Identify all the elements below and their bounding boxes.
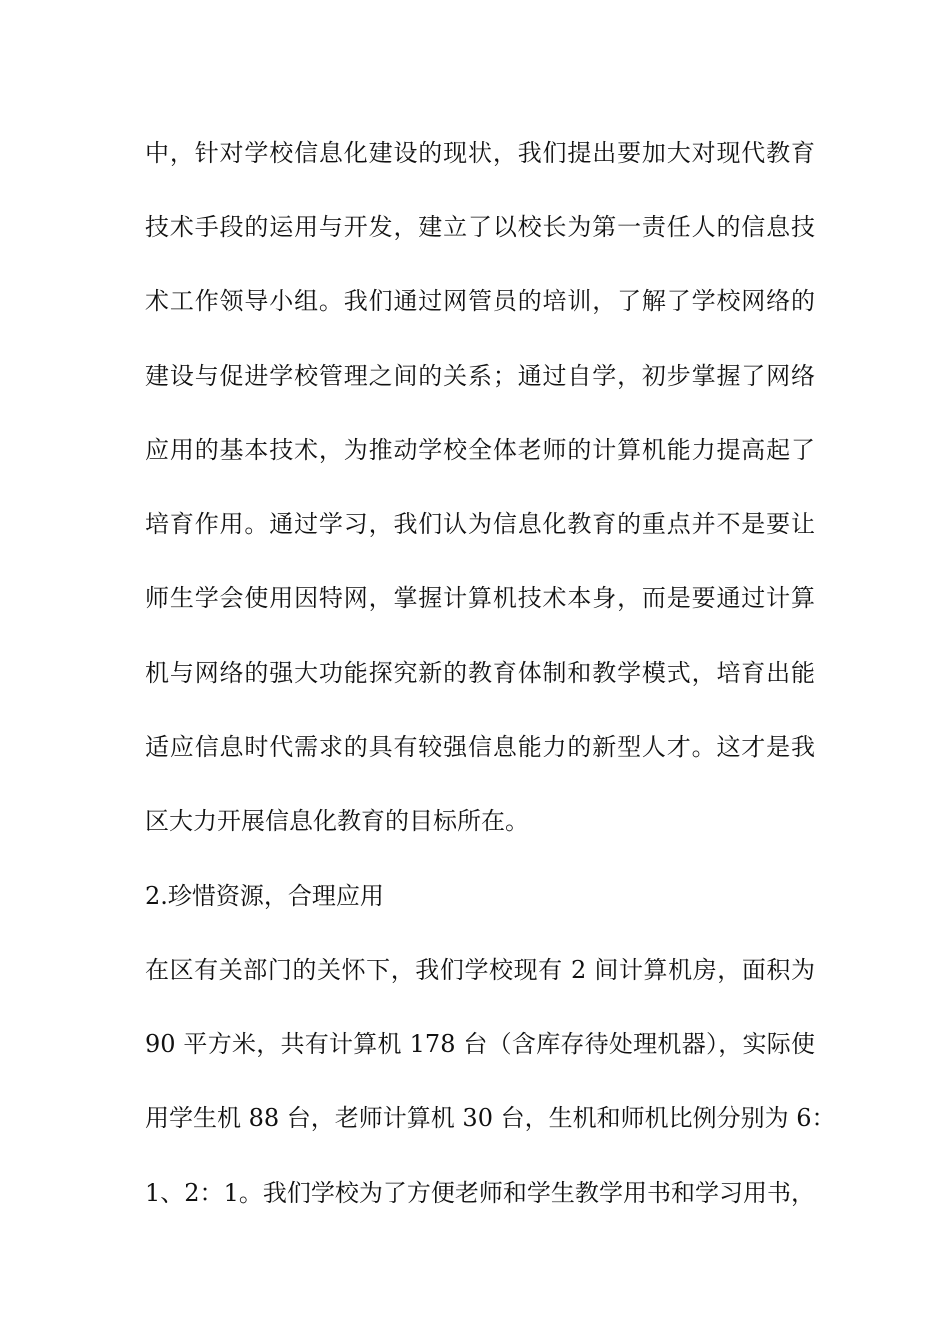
- paragraph-line: 用学生机 88 台，老师计算机 30 台，生机和师机比例分别为 6：: [145, 1104, 836, 1132]
- paragraph-line: 师生学会使用因特网，掌握计算机技术本身，而是要通过计算: [145, 584, 815, 612]
- paragraph-line: 适应信息时代需求的具有较强信息能力的新型人才。这才是我: [145, 733, 815, 761]
- paragraph-line: 建设与促进学校管理之间的关系；通过自学，初步掌握了网络: [145, 362, 815, 390]
- paragraph-line: 培育作用。通过学习，我们认为信息化教育的重点并不是要让: [145, 510, 815, 538]
- section-heading: 2.珍惜资源，合理应用: [145, 882, 384, 910]
- paragraph-line: 在区有关部门的关怀下，我们学校现有 2 间计算机房，面积为: [145, 956, 815, 984]
- paragraph-line-end: 区大力开展信息化教育的目标所在。: [145, 807, 529, 835]
- paragraph-line: 机与网络的强大功能探究新的教育体制和教学模式，培育出能: [145, 659, 815, 687]
- paragraph-line: 应用的基本技术，为推动学校全体老师的计算机能力提高起了: [145, 436, 815, 464]
- paragraph-line: 技术手段的运用与开发，建立了以校长为第一责任人的信息技: [145, 213, 815, 241]
- paragraph-line: 90 平方米，共有计算机 178 台（含库存待处理机器），实际使: [145, 1030, 815, 1058]
- paragraph-line: 中，针对学校信息化建设的现状，我们提出要加大对现代教育: [145, 139, 815, 167]
- paragraph-line: 1、2：1。我们学校为了方便老师和学生教学用书和学习用书，: [145, 1179, 815, 1207]
- paragraph-line: 术工作领导小组。我们通过网管员的培训，了解了学校网络的: [145, 287, 815, 315]
